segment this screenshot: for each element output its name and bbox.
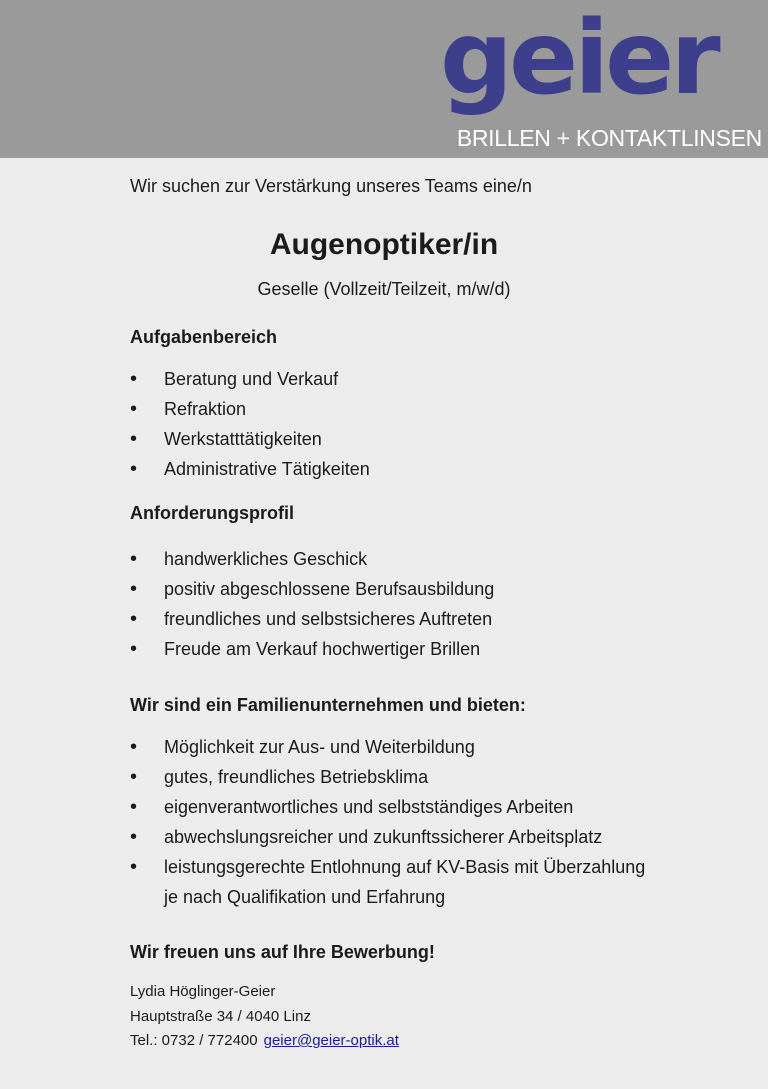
heading-bieten: Wir sind ein Familienunternehmen und bieten: [130,695,526,715]
job-title: Augenoptiker/in [269,228,499,261]
list-item: • Freude am Verkauf hochwertiger Brillen [130,634,494,664]
list-anforderung [130,544,494,664]
company-logo: geier [440,0,717,118]
list-item: • Möglichkeit zur Aus- und Weiterbildung [130,732,645,762]
list-item: • Werkstatttätigkeiten [130,424,370,454]
list-item: • handwerkliches Geschick [130,544,494,574]
list-bieten [130,732,645,912]
list-aufgaben [130,364,370,484]
heading-anforderungsprofil: Anforderungsprofil [130,503,294,523]
list-item: • leistungsgerechte Entlohnung auf KV-Basis mit Überzahlung [130,852,645,882]
closing-text: Wir freuen uns auf Ihre Bewerbung! [130,942,435,962]
intro-text: Wir suchen zur Verstärkung unseres Teams eine/n [130,176,532,196]
list-item: • Administrative Tätigkeiten [130,454,370,484]
job-subtitle: Geselle (Vollzeit/Teilzeit, m/w/d) [257,279,511,299]
contact-phone: Tel.: 0732 / 772400 [130,1032,258,1049]
contact-name: Lydia Höglinger-Geier [130,983,276,1000]
logo-tagline: BRILLEN + KONTAKTLINSEN [456,125,762,151]
list-item: • positiv abgeschlossene Berufsausbildung [130,574,494,604]
contact-address: Hauptstraße 34 / 4040 Linz [130,1007,311,1025]
contact-block [130,980,399,1054]
list-item: • freundliches und selbstsicheres Auftreten [130,604,494,634]
list-item: • abwechslungsreicher und zukunftssicherer Arbeitsplatz [130,822,645,852]
list-item: • Beratung und Verkauf [130,364,370,394]
list-item-continuation: je nach Qualifikation und Erfahrung [164,887,446,907]
header-band [0,0,768,158]
list-item: • gutes, freundliches Betriebsklima [130,762,645,792]
email-link[interactable]: geier@geier-optik.at [263,1032,399,1049]
list-item: • eigenverantwortliches und selbstständiges Arbeiten [130,792,645,822]
heading-aufgabenbereich: Aufgabenbereich [130,327,278,347]
contact-phone-line [130,1029,399,1054]
list-item: • Refraktion [130,394,370,424]
